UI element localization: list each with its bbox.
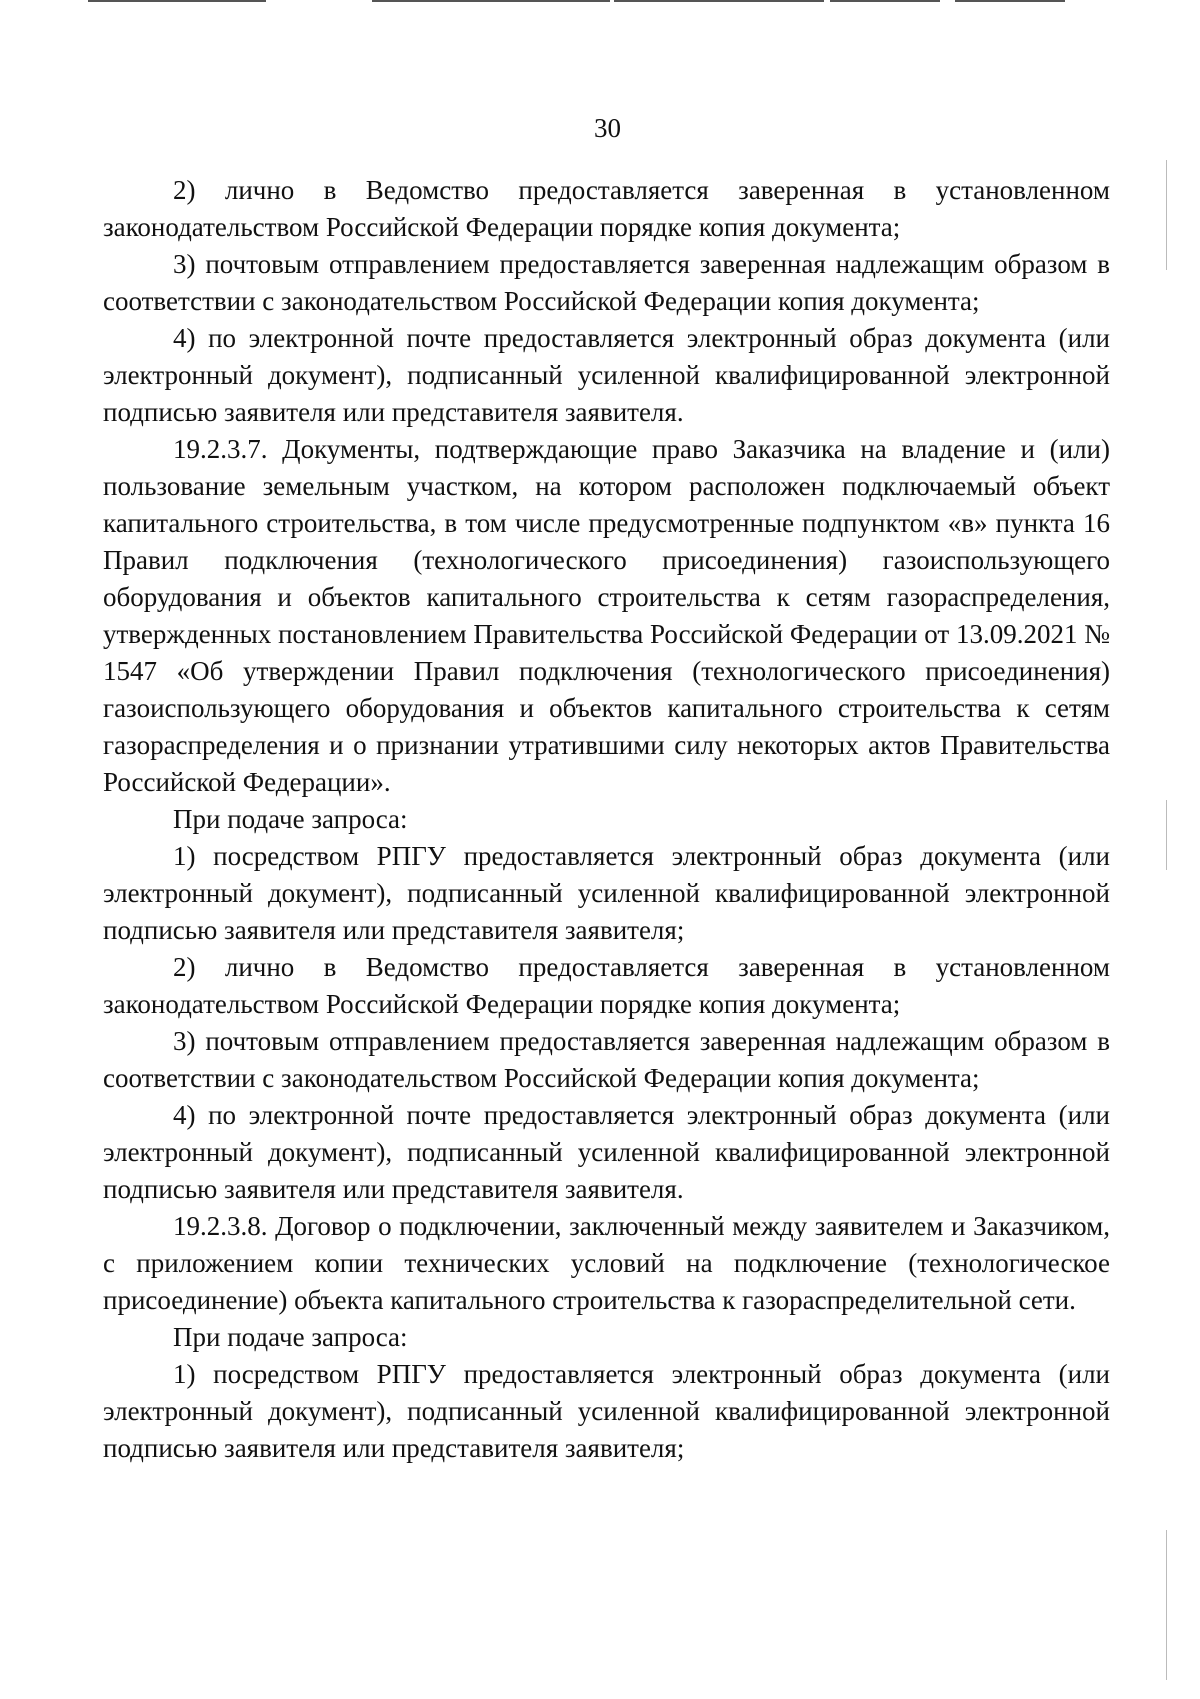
scan-edge-line	[1166, 800, 1167, 870]
page-number: 30	[594, 113, 621, 143]
scan-edge-line	[1166, 160, 1167, 270]
paragraph: 1) посредством РПГУ предоставляется электронный образ документа (или электронный документ), подписанный усиленной квалифицированной электронной подписью заявителя или представителя заявителя;	[103, 841, 1110, 945]
paragraph: 4) по электронной почте предоставляется электронный образ документа (или электронный документ), подписанный усиленной квалифицированной электронной подписью заявителя или представителя заявителя.	[103, 1100, 1110, 1204]
scan-edge-line	[830, 0, 940, 2]
paragraph: 19.2.3.7. Документы, подтверждающие право Заказчика на владение и (или) пользование земельным участком, на котором расположен подключаемый объект капитального строительства, в том числе предусмотренные подпунктом «в» пункта 16 Правил подключения (технологического присоединения) газоиспользующего оборудования и объектов капитального строительства к сетям газораспределения, утвержденных постановлением Правительства Российской Федерации от 13.09.2021 № 1547 «Об утверждении Правил подключения (технологического присоединения) газоиспользующего оборудования и объектов капитального строительства к сетям газораспределения и о признании утратившими силу некоторых актов Правительства Российской Федерации».	[103, 434, 1110, 797]
document-body	[103, 172, 1110, 1467]
paragraph: При подаче запроса:	[173, 804, 408, 834]
paragraph: 1) посредством РПГУ предоставляется электронный образ документа (или электронный документ), подписанный усиленной квалифицированной электронной подписью заявителя или представителя заявителя;	[103, 1359, 1110, 1463]
scan-edge-line	[955, 0, 1065, 2]
scan-edge-line	[614, 0, 824, 2]
scan-edge-line	[1166, 1530, 1167, 1680]
paragraph: 2) лично в Ведомство предоставляется заверенная в установленном законодательством Российской Федерации порядке копия документа;	[103, 175, 1110, 242]
paragraph: 3) почтовым отправлением предоставляется заверенная надлежащим образом в соответствии с законодательством Российской Федерации копия документа;	[103, 249, 1110, 316]
paragraph: При подаче запроса:	[173, 1322, 408, 1352]
paragraph: 4) по электронной почте предоставляется электронный образ документа (или электронный документ), подписанный усиленной квалифицированной электронной подписью заявителя или представителя заявителя.	[103, 323, 1110, 427]
scan-edge-line	[372, 0, 610, 2]
paragraph: 19.2.3.8. Договор о подключении, заключенный между заявителем и Заказчиком, с приложением копии технических условий на подключение (технологическое присоединение) объекта капитального строительства к газораспределительной сети.	[103, 1211, 1110, 1315]
paragraph: 3) почтовым отправлением предоставляется заверенная надлежащим образом в соответствии с законодательством Российской Федерации копия документа;	[103, 1026, 1110, 1093]
scan-edge-line	[88, 0, 266, 2]
paragraph: 2) лично в Ведомство предоставляется заверенная в установленном законодательством Российской Федерации порядке копия документа;	[103, 952, 1110, 1019]
